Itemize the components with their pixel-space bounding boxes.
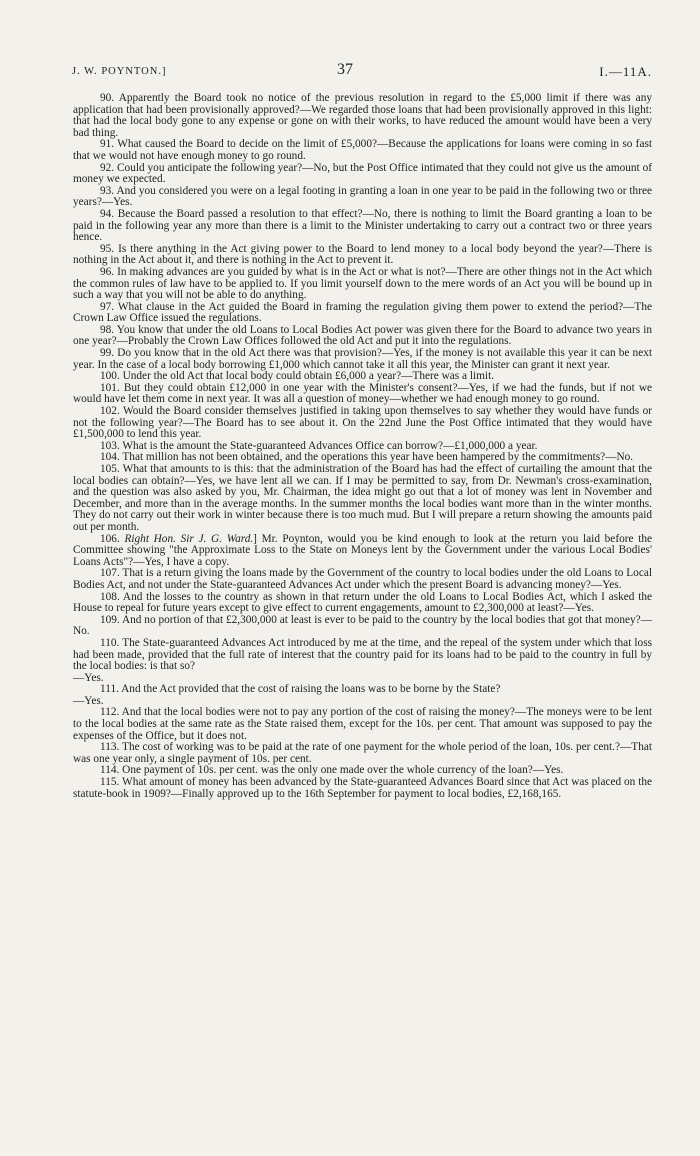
paragraph-104: 104. That million has not been obtained, and the operations this year have been hampered by the commitments?—No. bbox=[100, 451, 634, 464]
paragraph-94: 94. Because the Board passed a resolution to that effect?—No, there is nothing to limit the Board granting a loan to be paid in the following year any more than there is a limit to the Minister undertaking to carry out a contract two or three years hence. bbox=[73, 207, 652, 244]
paragraph-99: 99. Do you know that in the old Act there was that provision?—Yes, if the money is not available this year it can be next year. In the case of a local body borrowing £1,000 which cannot take it all this year, the Minister can grant it next year. bbox=[73, 347, 652, 371]
paragraph-103: 103. What is the amount the State-guaranteed Advances Office can borrow?—£1,000,000 a year. bbox=[100, 439, 538, 452]
paragraph-91: 91. What caused the Board to decide on the limit of £5,000?—Because the applications for loans were coming in so fast that we would not have enough money to go round. bbox=[73, 138, 652, 162]
paragraph-106 bbox=[73, 534, 652, 569]
page-number: 37 bbox=[337, 61, 353, 78]
paragraph-97: 97. What clause in the Act guided the Board in framing the regulation giving them power to extend the period?—The Crown Law Office issued the regulations. bbox=[73, 300, 652, 325]
header-witness-name: J. W. POYNTON.] bbox=[72, 66, 167, 77]
paragraph-92: 92. Could you anticipate the following year?—No, but the Post Office intimated that they could not give us the amount of money we expected. bbox=[73, 161, 652, 186]
paragraph-100: 100. Under the old Act that local body could obtain £6,000 a year?—There was a limit. bbox=[100, 370, 495, 383]
paragraph-107: 107. That is a return giving the loans made by the Government of the country to local bodies under the old Loans to Local Bodies Act, and not under the State-guaranteed Advances Act under which the present Board is advancing money?—Yes. bbox=[73, 567, 652, 591]
paragraph-93: 93. And you considered you were on a legal footing in granting a loan in one year to be paid in the following two or three years?—Yes. bbox=[73, 184, 652, 209]
document-reference: I.—11A. bbox=[599, 64, 652, 79]
testimony-body bbox=[73, 93, 652, 800]
paragraph-115: 115. What amount of money has been advanced by the State-guaranteed Advances Board since that Act was placed on the statute-book in 1909?—Finally approved up to the 16th September for payment to local bodies, £2,168,165. bbox=[73, 776, 652, 800]
paragraph-102: 102. Would the Board consider themselves justified in taking upon themselves to say whether they would have funds or not the following year?—The Board has to see about it. On the 22nd June the Post Office intimated that they would have £1,500,000 to lend this year. bbox=[73, 405, 652, 441]
paragraph-111-answer: —Yes. bbox=[73, 694, 104, 707]
paragraph-105: 105. What that amounts to is this: that the administration of the Board has had the effect of curtailing the amount that the local bodies can obtain?—Yes, we have lent all we can. If I may be permitted to say, from Dr. Newman's cross-examination, and the question was also asked by you, Mr. Chairman, the idea might go out that a lot of money was lent in November and December, and more than in the average months. In the summer months the local bodies want more than in the winter months. They do not carry out their work in winter because there is too much mud. But I will prepare a return showing the amounts paid out per month. bbox=[73, 463, 652, 533]
speaker-name: Right Hon. Sir J. G. Ward. bbox=[124, 532, 254, 545]
paragraph-95: 95. Is there anything in the Act giving power to the Board to lend money to a local body beyond the year?—There is nothing in the Act about it, and there is nothing in the Act to prevent it. bbox=[73, 242, 652, 267]
paragraph-112: 112. And that the local bodies were not to pay any portion of the cost of raising the money?—The moneys were to be lent to the local bodies at the same rate as the State raised them, except for the 10s. per cent. That amount was supposed to pay the expenses of the Office, but it does not. bbox=[73, 706, 652, 742]
paragraph-90: 90. Apparently the Board took no notice of the previous resolution in regard to the £5,000 limit if there was any application that had been provisionally approved?—We regarded those loans that had been provisionally approved in this light: that had the local body gone to any expense or gone on with their works, to have reduced the amount would have been a very bad thing. bbox=[73, 92, 652, 139]
paragraph-108: 108. And the losses to the country as shown in that return under the old Loans to Local Bodies Act, which I asked the House to repeal for future years except to give effect to current engagements, amount to £2,300,000 at least?—Yes. bbox=[73, 590, 652, 615]
paragraph-113: 113. The cost of working was to be paid at the rate of one payment for the whole period of the loan, 10s. per cent.?—That was one year only, a single payment of 10s. per cent. bbox=[73, 741, 652, 765]
paragraph-109: 109. And no portion of that £2,300,000 at least is ever to be paid to the country by the local bodies that got that money?—No. bbox=[73, 613, 652, 638]
paragraph-114: 114. One payment of 10s. per cent. was the only one made over the whole currency of the loan?—Yes. bbox=[100, 764, 564, 777]
paragraph-106-number: 106. bbox=[100, 532, 120, 545]
paragraph-106-text: ] Mr. Poynton, would you be kind enough to look at the return you laid before the Committee showing "the Approximate Loss to the State on Moneys lent by the Government under the various Local Bodies' Loans Acts"?—Yes, I have a copy. bbox=[73, 532, 653, 568]
paragraph-110: 110. The State-guaranteed Advances Act introduced by me at the time, and the repeal of the system under which that loss had been made, provided that the full rate of interest that the country paid for its loans had to be paid to the country in full by the local bodies: is that so? bbox=[73, 636, 652, 673]
paragraph-96: 96. In making advances are you guided by what is in the Act or what is not?—There are other things not in the Act which the common rules of law have to be applied to. If you limit yourself down to the mere words of an Act you will be bound up in such a way that you will not be able to do anything. bbox=[73, 265, 652, 302]
paragraph-101: 101. But they could obtain £12,000 in one year with the Minister's consent?—Yes, if we had the funds, but if not we would have let them come in next year. It was all a question of money—whether we had enough money to go round. bbox=[73, 381, 652, 406]
paragraph-111: 111. And the Act provided that the cost of raising the loans was to be borne by the State? bbox=[100, 683, 501, 696]
paragraph-110-answer: —Yes. bbox=[73, 671, 104, 684]
page-header bbox=[72, 61, 652, 81]
paragraph-98: 98. You know that under the old Loans to Local Bodies Act power was given there for the Board to advance two years in one year?—Probably the Crown Law Offices followed the old Act and put it into the regulations. bbox=[73, 323, 652, 348]
